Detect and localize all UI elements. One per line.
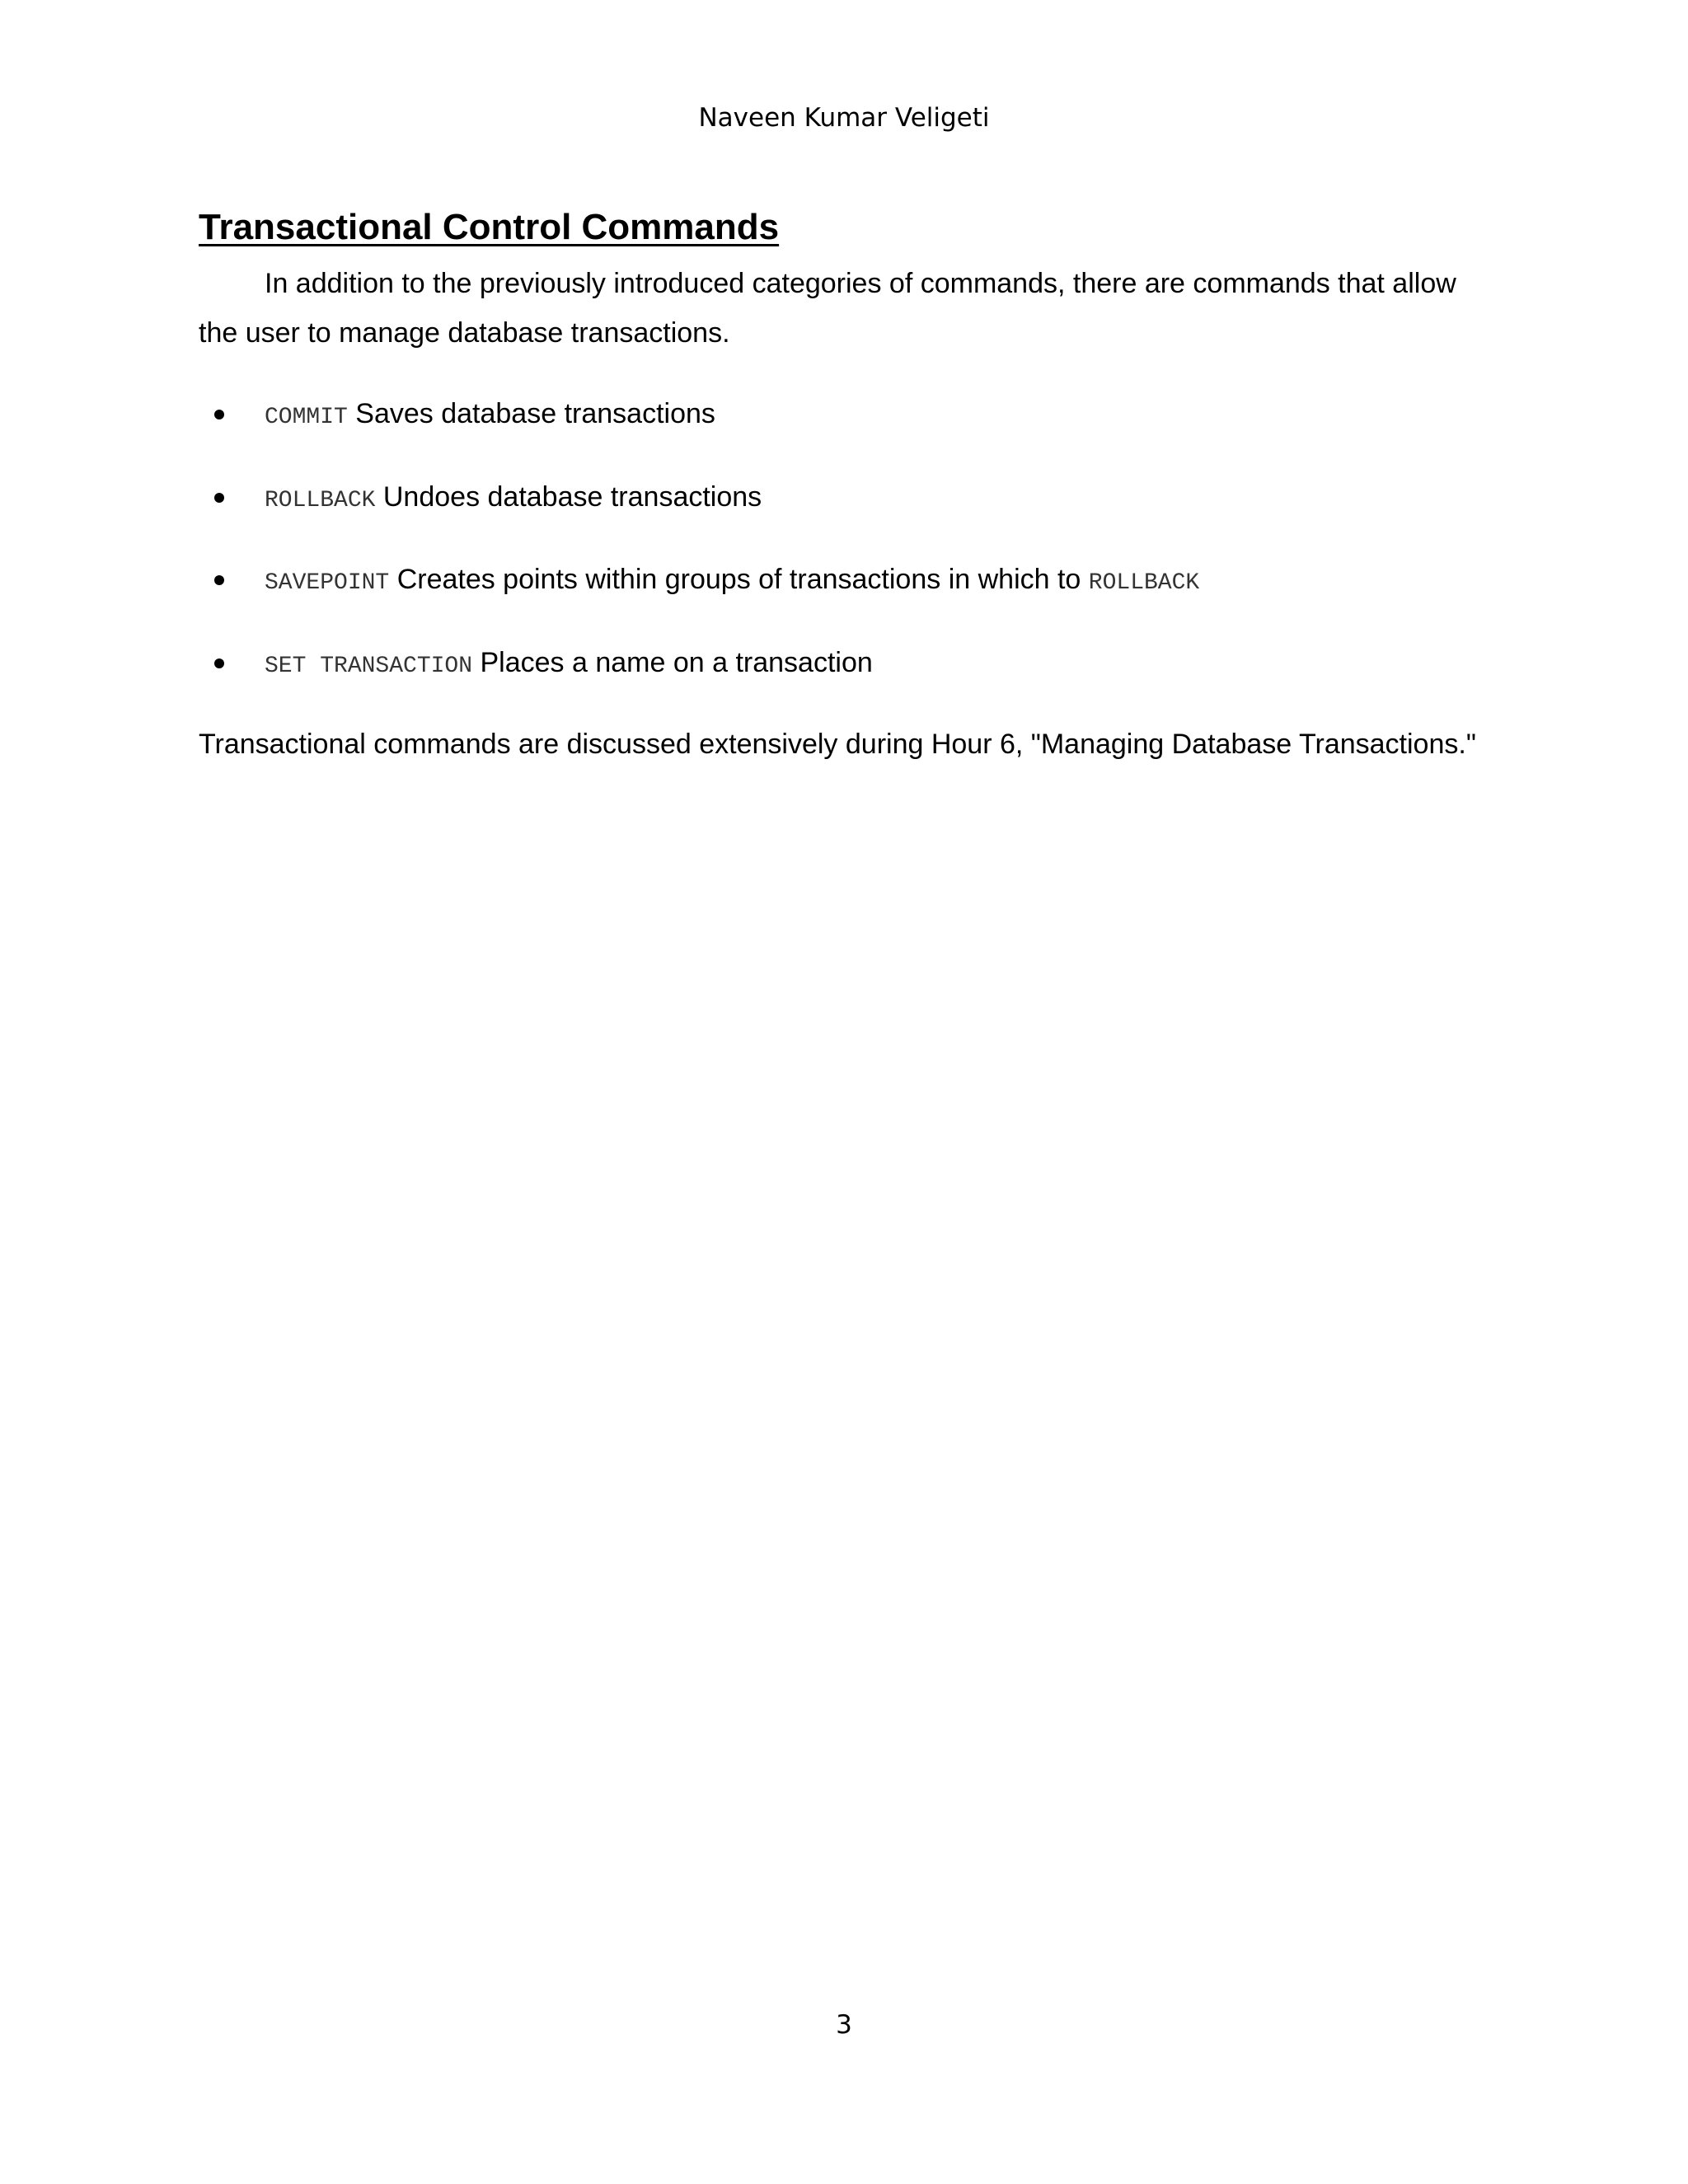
intro-paragraph: In addition to the previously introduced categories of commands, there are commands that allow the user to manage database transactions. bbox=[199, 268, 1456, 349]
bullet-icon bbox=[214, 658, 224, 668]
command-description: Places a name on a transaction bbox=[480, 646, 873, 678]
command-description: Creates points within groups of transactions in which to bbox=[396, 564, 1081, 595]
bullet-icon bbox=[214, 410, 224, 419]
list-item bbox=[199, 555, 1199, 638]
command-code: COMMIT bbox=[265, 405, 348, 430]
command-code: SET TRANSACTION bbox=[265, 653, 473, 679]
bullet-icon bbox=[214, 493, 224, 503]
list-item bbox=[199, 638, 1199, 721]
page-number: 3 bbox=[836, 2010, 852, 2040]
command-description: Undoes database transactions bbox=[382, 480, 762, 513]
command-code: SAVEPOINT bbox=[265, 570, 390, 596]
closing-paragraph: Transactional commands are discussed extensively during Hour 6, "Managing Database Transactions." bbox=[199, 729, 1476, 760]
command-list bbox=[199, 389, 1199, 720]
section-title: Transactional Control Commands bbox=[199, 207, 780, 247]
list-item bbox=[199, 389, 1199, 472]
command-description: Saves database transactions bbox=[355, 398, 715, 429]
trailing-command-code: ROLLBACK bbox=[1088, 570, 1200, 596]
list-item bbox=[199, 472, 1199, 555]
bullet-icon bbox=[214, 575, 224, 585]
command-code: ROLLBACK bbox=[265, 487, 376, 513]
page-header-author: Naveen Kumar Veligeti bbox=[698, 103, 990, 133]
